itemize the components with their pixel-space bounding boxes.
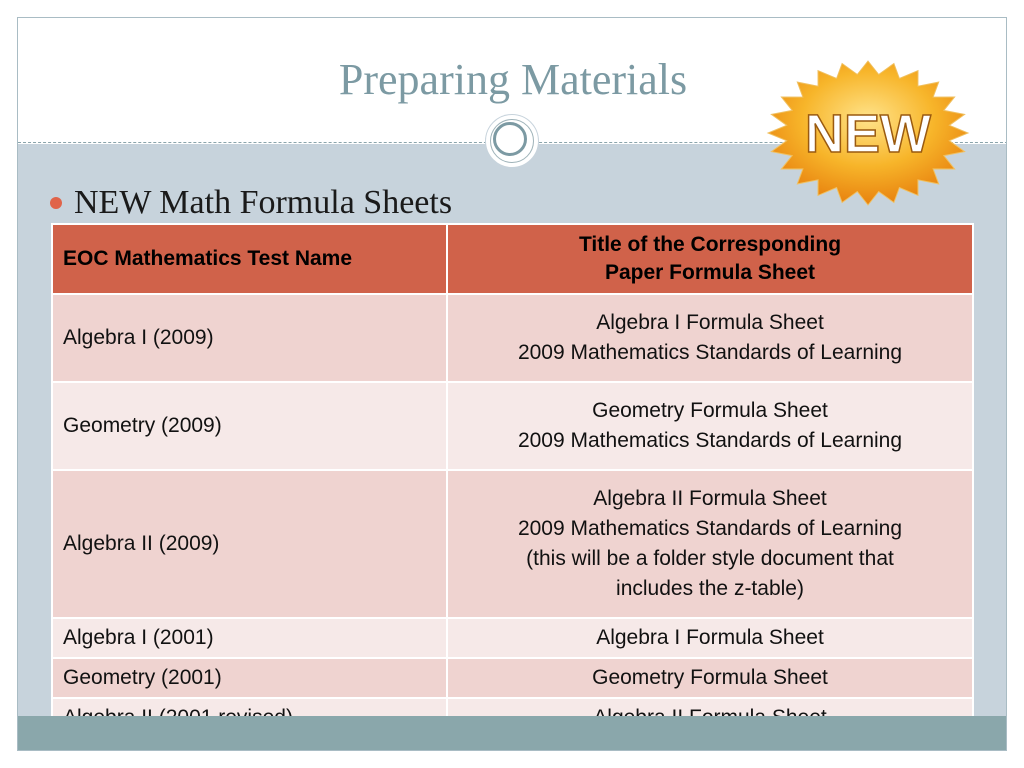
badge-text: NEW <box>805 104 931 164</box>
sheet-title-cell <box>447 382 973 470</box>
header-sheet-title-line2: Paper Formula Sheet <box>604 261 816 284</box>
test-name-cell: Geometry (2001) <box>52 658 447 698</box>
header-sheet-title-line1: Title of the Corresponding <box>578 233 842 256</box>
test-name-cell: Algebra II (2009) <box>52 470 447 618</box>
table-row <box>52 658 973 698</box>
bullet-text: NEW Math Formula Sheets <box>74 184 453 221</box>
table-header-row <box>52 224 973 294</box>
sheet-title-line: Algebra I Formula Sheet <box>596 311 824 334</box>
slide-title: Preparing Materials <box>338 55 688 104</box>
sheet-title-cell <box>447 470 973 618</box>
bullet-dot-icon <box>50 197 62 209</box>
test-name-cell: Algebra I (2001) <box>52 618 447 658</box>
test-name-cell: Algebra I (2009) <box>52 294 447 382</box>
sheet-title-line: Geometry Formula Sheet <box>592 399 828 422</box>
test-name-cell: Geometry (2009) <box>52 382 447 470</box>
header-test-name: EOC Mathematics Test Name <box>52 224 447 294</box>
sheet-title-line: 2009 Mathematics Standards of Learning <box>517 429 903 452</box>
sheet-title-line: 2009 Mathematics Standards of Learning <box>517 341 903 364</box>
sheet-title-cell <box>447 294 973 382</box>
new-badge-icon <box>758 53 978 213</box>
sheet-title-line: Algebra I Formula Sheet <box>596 626 824 649</box>
sheet-title-line: 2009 Mathematics Standards of Learning <box>517 517 903 540</box>
table-row <box>52 618 973 658</box>
table-row <box>52 294 973 382</box>
table-row <box>52 382 973 470</box>
bullet-item <box>50 184 452 222</box>
sheet-title-line: (this will be a folder style document that <box>526 547 894 570</box>
sheet-title-line: includes the z-table) <box>616 577 804 600</box>
table-row <box>52 470 973 618</box>
slide <box>17 17 1007 751</box>
sheet-title-cell <box>447 658 973 698</box>
footer-band <box>18 716 1007 751</box>
sheet-title-line: Geometry Formula Sheet <box>592 666 828 689</box>
sheet-title-line: Algebra II Formula Sheet <box>593 487 827 510</box>
sheet-title-cell <box>447 618 973 658</box>
header-sheet-title <box>447 224 973 294</box>
ring-ornament-icon <box>486 115 538 167</box>
formula-sheet-table <box>51 223 974 739</box>
